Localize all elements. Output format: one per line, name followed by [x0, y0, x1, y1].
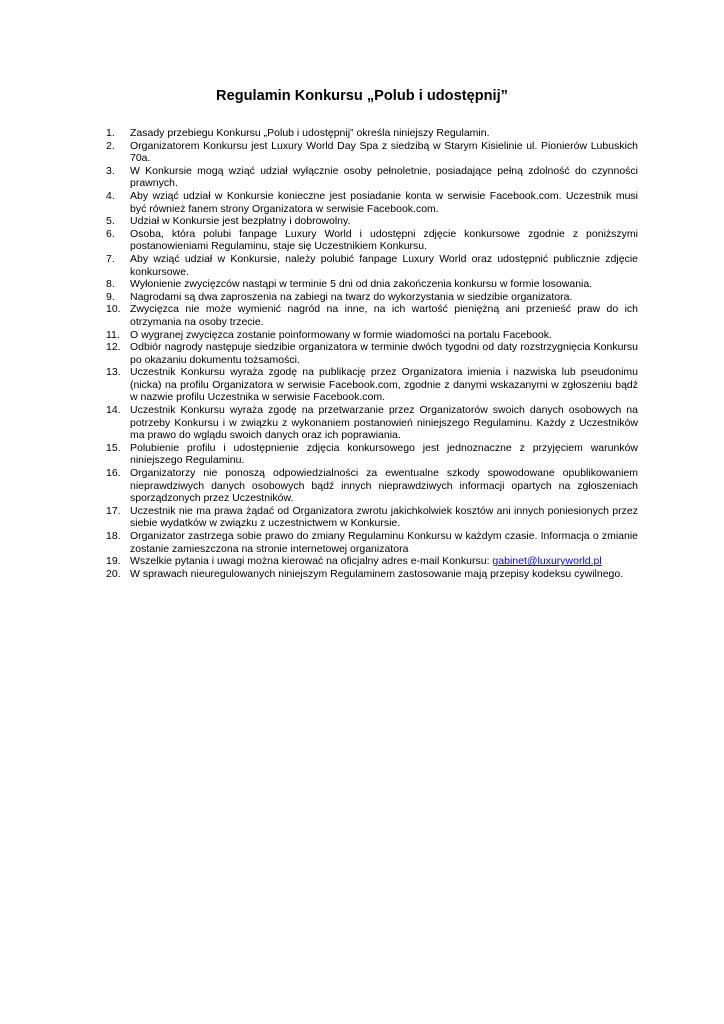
rule-item-9	[106, 291, 638, 304]
rule-number: 9.	[106, 290, 115, 303]
rule-text: Uczestnik nie ma prawa żądać od Organizatora zwrotu jakichkolwiek kosztów ani innych poniesionych przez siebie wydatków w związku z uczestnictwem w Konkursie.	[130, 504, 638, 530]
rule-number: 14.	[106, 404, 121, 417]
document-title: Regulamin Konkursu „Polub i udostępnij”	[216, 88, 508, 104]
rule-number: 13.	[106, 366, 121, 379]
rule-number: 2.	[106, 139, 115, 152]
rule-number: 18.	[106, 530, 121, 542]
rule-item-11	[106, 329, 638, 342]
rule-item-5	[106, 215, 638, 228]
rule-text: Aby wziąć udział w Konkursie, należy polubić fanpage Luxury World oraz udostępnić publicznie zdjęcie konkursowe.	[130, 252, 638, 278]
rule-item-17	[106, 505, 638, 530]
rule-item-18	[106, 530, 638, 555]
rule-item-14	[106, 404, 638, 442]
rule-item-19	[106, 555, 638, 568]
rule-item-13	[106, 366, 638, 404]
rule-number: 16.	[106, 467, 121, 480]
rule-text: Polubienie profilu i udostępnienie zdjęcia konkursowego jest jednoznaczne z przyjęciem warunków niniejszego Regulaminu.	[130, 441, 638, 467]
rule-text: Uczestnik Konkursu wyraża zgodę na przetwarzanie przez Organizatorów swoich danych osobowych na potrzeby Konkursu i w związku z wykonaniem postanowień niniejszego Regulaminu. Każdy z Uczestników ma prawo do wglądu swoich danych oraz ich poprawiania.	[130, 404, 638, 442]
rule-item-8	[106, 278, 638, 291]
rule-number: 12.	[106, 341, 121, 354]
rule-item-15	[106, 442, 638, 467]
rule-item-7	[106, 253, 638, 278]
rule-number: 3.	[106, 164, 115, 177]
contact-email-link[interactable]: gabinet@luxuryworld.pl	[492, 555, 602, 568]
rule-text: Zasady przebiegu Konkursu „Polub i udostępnij” określa niniejszy Regulamin.	[130, 127, 490, 139]
rule-number: 6.	[106, 227, 115, 240]
rule-text: W sprawach nieuregulowanych niniejszym Regulaminem zastosowanie mają przepisy kodeksu cywilnego.	[130, 567, 624, 580]
rule-number: 8.	[106, 278, 115, 291]
rule-item-16	[106, 467, 638, 505]
rules-list	[106, 127, 638, 580]
rule-text: Nagrodami są dwa zaproszenia na zabiegi na twarz do wykorzystania w siedzibie organizatora.	[130, 290, 573, 303]
rule-item-4	[106, 190, 638, 215]
rule-number: 5.	[106, 215, 115, 228]
rule-item-3	[106, 165, 638, 190]
rule-item-1	[106, 127, 638, 140]
rule-item-2	[106, 140, 638, 165]
rule-item-20	[106, 568, 638, 581]
rule-text: Aby wziąć udział w Konkursie konieczne jest posiadanie konta w serwisie Facebook.com. Uczestnik musi być również fanem strony Organizatora w serwisie Facebook.com.	[130, 189, 638, 215]
rule-item-12	[106, 341, 638, 366]
rule-number: 1.	[106, 127, 115, 139]
rule-text: Zwycięzca nie może wymienić nagród na inne, na ich wartość pieniężną ani przenieść praw do ich otrzymania na osoby trzecie.	[130, 303, 638, 328]
rule-text: Odbiór nagrody następuje siedzibie organizatora w terminie dwóch tygodni od daty rozstrzygnięcia Konkursu po okazaniu dokumentu tożsamości.	[130, 341, 638, 366]
rule-text: Organizatorem Konkursu jest Luxury World Day Spa z siedzibą w Starym Kisielinie ul. Pionierów Lubuskich 70a.	[130, 139, 638, 165]
rule-number: 11.	[106, 328, 120, 341]
rule-text: Uczestnik Konkursu wyraża zgodę na publikację przez Organizatora imienia i nazwiska lub pseudonimu (nicka) na profilu Organizatora w serwisie Facebook.com, zgodnie z danymi wskazanymi w zgłoszeniu bądź w nazwie profilu Uczestnika w serwisie Facebook.com.	[130, 366, 638, 404]
rule-text: O wygranej zwycięzca zostanie poinformowany w formie wiadomości na portalu Facebook.	[130, 328, 552, 341]
rule-number: 19.	[106, 555, 121, 568]
rule-number: 4.	[106, 189, 115, 202]
rule-text: Udział w Konkursie jest bezpłatny i dobrowolny.	[130, 215, 351, 228]
rule-text: Organizatorzy nie ponoszą odpowiedzialności za ewentualne szkody spowodowane opublikowaniem nieprawdziwych danych osobowych bądź innych nieprawdziwych informacji opartych na zgłoszeniach sporządzonych przez Uczestników.	[130, 467, 638, 505]
rule-number: 17.	[106, 504, 121, 517]
rule-number: 20.	[106, 567, 121, 580]
rule-text: Wyłonienie zwycięzców nastąpi w terminie 5 dni od dnia zakończenia konkursu w formie losowania.	[130, 278, 593, 291]
rule-text-with-email	[130, 555, 638, 568]
rule-number: 10.	[106, 303, 121, 316]
rule-text: Wszelkie pytania i uwagi można kierować na oficjalny adres e-mail Konkursu:	[130, 555, 493, 568]
rule-text: Osoba, która polubi fanpage Luxury World i udostępni zdjęcie konkursowe zgodnie z poniższymi postanowieniami Regulaminu, staje się Uczestnikiem Konkursu.	[130, 227, 638, 253]
rule-item-10	[106, 303, 638, 328]
rule-text: W Konkursie mogą wziąć udział wyłącznie osoby pełnoletnie, posiadające pełną zdolność do czynności prawnych.	[130, 164, 638, 190]
rule-number: 7.	[106, 252, 115, 265]
rule-item-6	[106, 228, 638, 253]
rule-number: 15.	[106, 441, 121, 454]
rule-text: Organizator zastrzega sobie prawo do zmiany Regulaminu Konkursu w każdym czasie. Informacja o zmianie zostanie zamieszczona na stronie internetowej organizatora	[130, 530, 638, 555]
